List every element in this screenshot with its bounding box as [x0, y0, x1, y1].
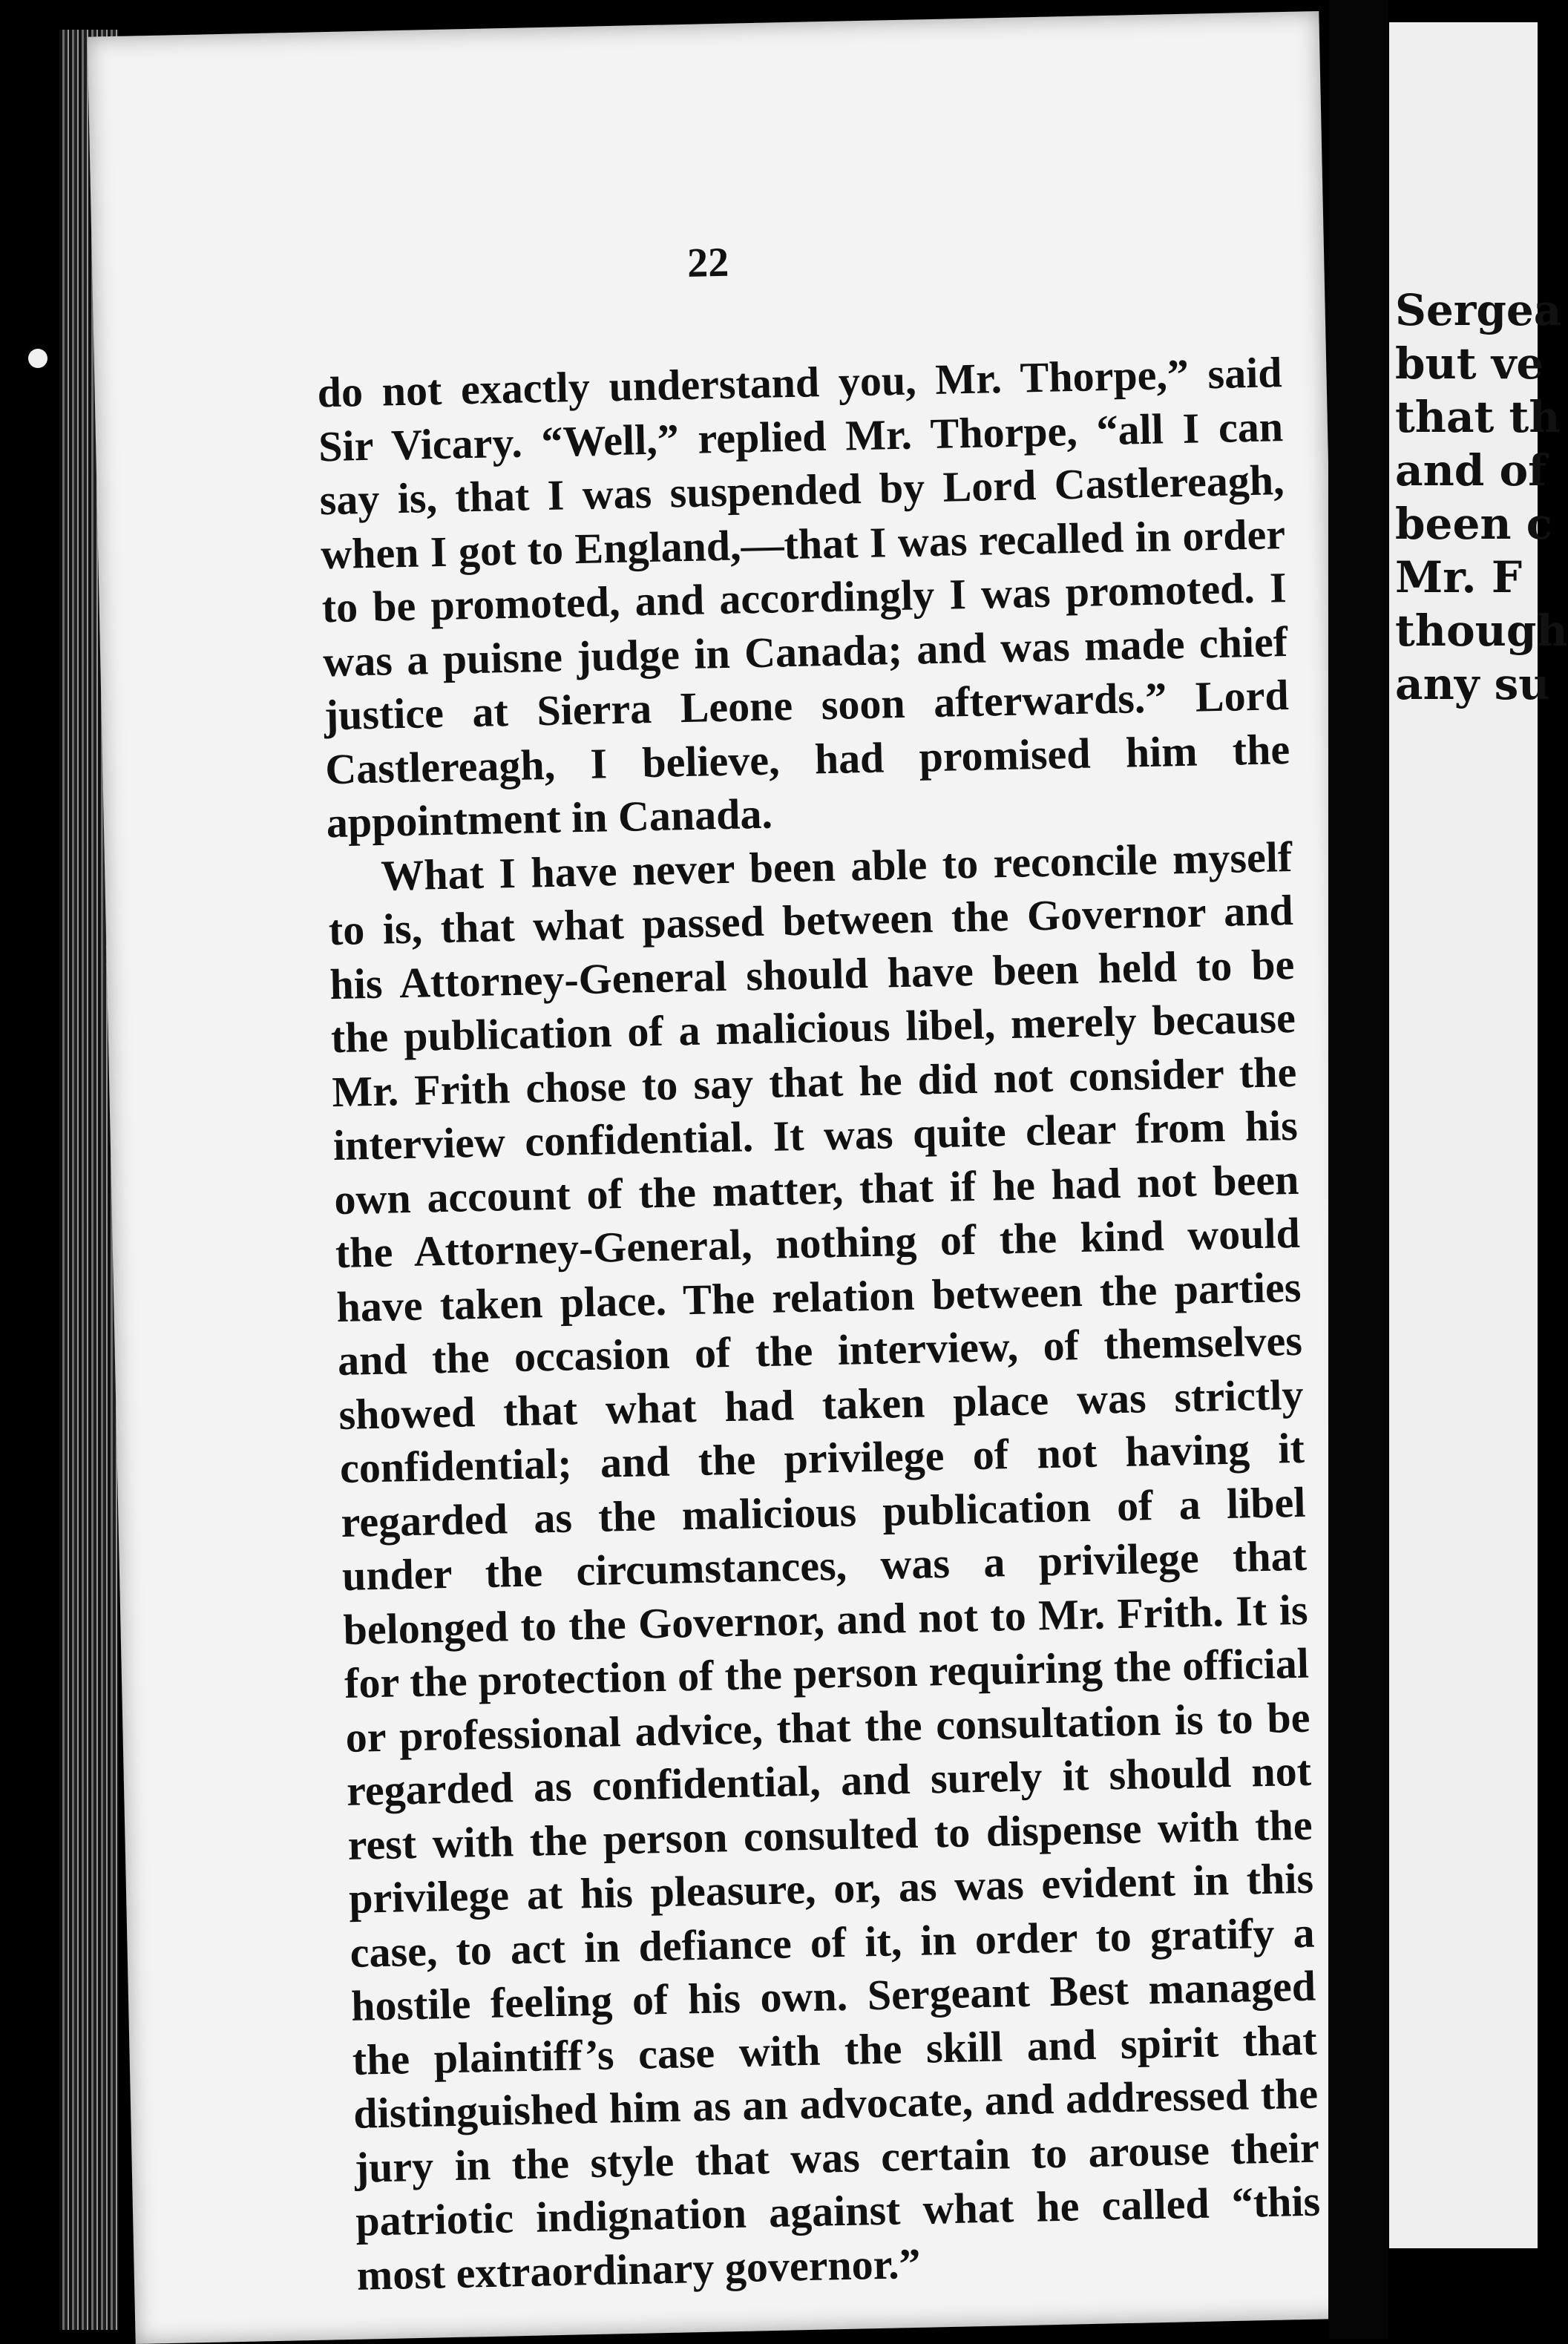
book-page — [88, 11, 1368, 2344]
facing-line-5: been c — [1395, 499, 1553, 549]
body-text — [317, 346, 1322, 2302]
facing-line-3: that th — [1395, 392, 1561, 442]
facing-line-8: any su — [1395, 659, 1550, 709]
scan-blot — [28, 349, 47, 368]
facing-page — [1389, 22, 1568, 2248]
paragraph-1: do not exactly understand you, Mr. Thorpe,” said Sir Vicary. “Well,” replied Mr. Thorpe, “all I can say is, that I was suspended by Lord Castlereagh, when I got to England,—that I was recalled in order to be promoted, and accordingly I was promoted. I was a puisne judge in Canada; and was made chief justice at Sierra Leone soon afterwards.” Lord Castlereagh, I believe, had promised him the appointment in Canada. — [317, 348, 1290, 847]
page-number: 22 — [686, 239, 729, 286]
facing-line-6: Mr. F — [1395, 552, 1522, 603]
facing-line-1: Sergea — [1395, 285, 1562, 335]
facing-line-2: but ve — [1395, 338, 1544, 389]
facing-line-7: though — [1395, 605, 1568, 656]
paragraph-2: What I have never been able to reconcile myself to is, that what passed between the Governor and his Attorney-General should have been held to be the publication of a malicious libel, merely because Mr. Frith chose to say that he did not consider the interview confidential. It was quite clear from his own account of the matter, that if he had not been the Attorney-General, nothing of the kind would have taken place. The relation between the parties and the occasion of the interview, of themselves showed that what had taken place was strictly confidential; and the privilege of not having it regarded as the malicious publication of a libel under the circumstances, was a privilege that belonged to the Governor, and not to Mr. Frith. It is for the protection of the person requiring the official or professional advice, that the consultation is to be regarded as confidential, and surely it should not rest with the person consulted to dispense with the privilege at his pleasure, or, as was evident in this case, to act in defiance of it, in order to gratify a hostile feeling of his own. Sergeant Best managed the plaintiff’s case with the skill and spirit that distinguished him as an advocate, and addressed the jury in the style that was certain to arouse their patriotic indignation against what he called “this most extraordinary governor.” — [328, 832, 1321, 2299]
gutter-shadow — [1328, 0, 1388, 2339]
facing-line-4: and of — [1395, 445, 1547, 496]
